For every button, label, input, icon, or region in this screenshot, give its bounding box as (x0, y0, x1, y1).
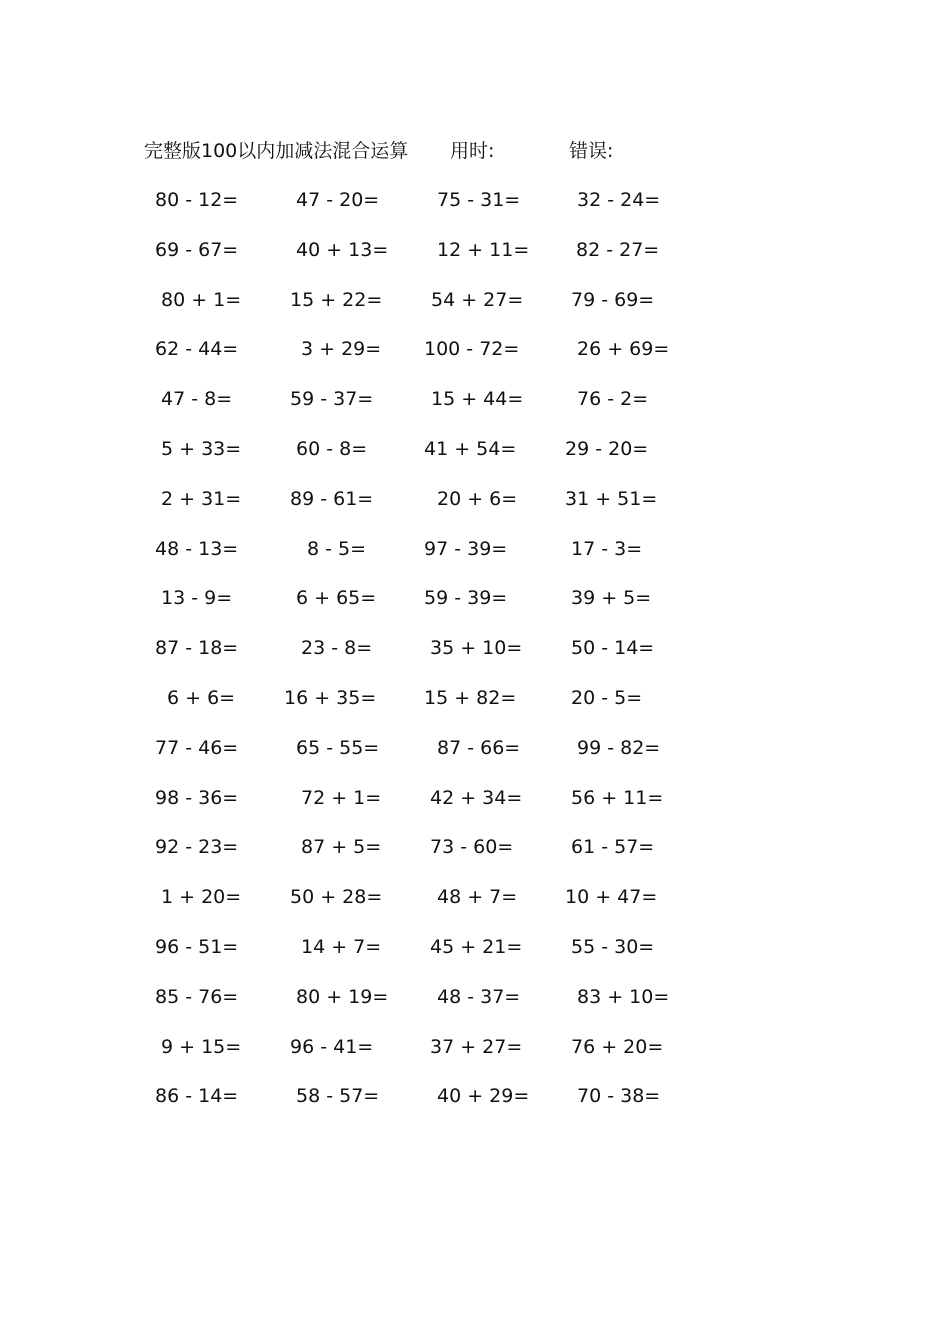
problem-17-4: 83 + 10= (577, 985, 670, 1008)
problem-2-1: 69 - 67= (155, 238, 239, 261)
problem-5-2: 59 - 37= (290, 388, 374, 411)
problem-15-3: 48 + 7= (437, 886, 518, 909)
problem-18-4: 76 + 20= (571, 1035, 664, 1058)
problem-10-4: 50 - 14= (571, 637, 655, 660)
problem-19-3: 40 + 29= (437, 1085, 530, 1108)
problem-13-2: 72 + 1= (301, 786, 382, 809)
problem-1-2: 47 - 20= (296, 189, 380, 211)
problem-2-3: 12 + 11= (437, 238, 530, 261)
problem-17-3: 48 - 37= (437, 985, 521, 1008)
problem-17-2: 80 + 19= (296, 985, 389, 1008)
problem-13-4: 56 + 11= (571, 786, 664, 809)
problem-11-2: 16 + 35= (284, 687, 377, 709)
problem-17-1: 85 - 76= (155, 985, 239, 1008)
problem-9-3: 59 - 39= (424, 587, 508, 610)
problem-14-3: 73 - 60= (430, 836, 514, 859)
problem-10-2: 23 - 8= (301, 637, 373, 660)
problem-19-4: 70 - 38= (577, 1085, 661, 1108)
problem-12-4: 99 - 82= (577, 736, 661, 759)
problem-3-2: 15 + 22= (290, 288, 383, 311)
problem-7-3: 20 + 6= (437, 487, 518, 510)
problem-8-3: 97 - 39= (424, 537, 508, 560)
problem-12-1: 77 - 46= (155, 736, 239, 759)
problem-4-1: 62 - 44= (155, 338, 239, 361)
problem-6-2: 60 - 8= (296, 438, 368, 460)
problem-19-2: 58 - 57= (296, 1085, 380, 1108)
problem-4-3: 100 - 72= (424, 338, 520, 361)
problem-18-3: 37 + 27= (430, 1035, 523, 1058)
problem-16-1: 96 - 51= (155, 936, 239, 958)
problem-12-2: 65 - 55= (296, 736, 380, 759)
problem-5-3: 15 + 44= (431, 388, 524, 411)
problem-15-1: 1 + 20= (161, 886, 242, 909)
problem-6-1: 5 + 33= (161, 438, 242, 460)
problem-8-2: 8 - 5= (307, 537, 367, 560)
problem-10-1: 87 - 18= (155, 637, 239, 660)
problem-5-1: 47 - 8= (161, 388, 233, 411)
problem-9-1: 13 - 9= (161, 587, 233, 610)
problem-1-4: 32 - 24= (577, 189, 661, 211)
problem-15-4: 10 + 47= (565, 886, 658, 909)
problem-13-1: 98 - 36= (155, 786, 239, 809)
problem-3-1: 80 + 1= (161, 288, 242, 311)
problem-11-3: 15 + 82= (424, 687, 517, 709)
problem-14-2: 87 + 5= (301, 836, 382, 859)
problem-1-3: 75 - 31= (437, 189, 521, 211)
problem-4-4: 26 + 69= (577, 338, 670, 361)
problem-8-1: 48 - 13= (155, 537, 239, 560)
problem-18-1: 9 + 15= (161, 1035, 242, 1058)
problem-16-3: 45 + 21= (430, 936, 523, 958)
problem-14-4: 61 - 57= (571, 836, 655, 859)
problem-16-2: 14 + 7= (301, 936, 382, 958)
problem-16-4: 55 - 30= (571, 936, 655, 958)
problem-3-3: 54 + 27= (431, 288, 524, 311)
problem-7-1: 2 + 31= (161, 487, 242, 510)
problem-9-4: 39 + 5= (571, 587, 652, 610)
problem-3-4: 79 - 69= (571, 288, 655, 311)
time-used-label: 用时: (450, 140, 495, 162)
problem-18-2: 96 - 41= (290, 1035, 374, 1058)
problem-5-4: 76 - 2= (577, 388, 649, 411)
problem-11-4: 20 - 5= (571, 687, 643, 709)
problem-7-2: 89 - 61= (290, 487, 374, 510)
problem-6-4: 29 - 20= (565, 438, 649, 460)
problem-10-3: 35 + 10= (430, 637, 523, 660)
problem-2-2: 40 + 13= (296, 238, 389, 261)
problem-7-4: 31 + 51= (565, 487, 658, 510)
problem-13-3: 42 + 34= (430, 786, 523, 809)
problem-4-2: 3 + 29= (301, 338, 382, 361)
problem-15-2: 50 + 28= (290, 886, 383, 909)
problem-19-1: 86 - 14= (155, 1085, 239, 1108)
problem-9-2: 6 + 65= (296, 587, 377, 610)
worksheet-title: 完整版100以内加减法混合运算 (144, 140, 409, 162)
problem-8-4: 17 - 3= (571, 537, 643, 560)
problem-6-3: 41 + 54= (424, 438, 517, 460)
problem-2-4: 82 - 27= (576, 238, 660, 261)
error-count-label: 错误: (569, 140, 614, 162)
problem-12-3: 87 - 66= (437, 736, 521, 759)
problem-1-1: 80 - 12= (155, 189, 239, 211)
problem-14-1: 92 - 23= (155, 836, 239, 859)
problem-11-1: 6 + 6= (167, 687, 236, 709)
